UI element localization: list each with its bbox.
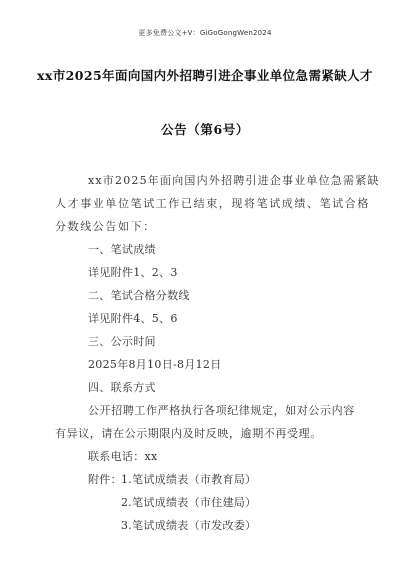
attachments-label: 附件： (88, 473, 122, 486)
section-2-body: 详见附件4、5、6 (88, 312, 178, 325)
document-title: xx市2025年面向国内外招聘引进企事业单位急需紧缺人才 (37, 68, 373, 83)
contact-line: 联系电话：xx (88, 450, 158, 463)
section-2-heading: 二、笔试合格分数线 (88, 289, 190, 302)
section-4-heading: 四、联系方式 (88, 381, 156, 394)
notice-line-2: 有异议，请在公示期限内及时反映，逾期不再受理。 (55, 427, 322, 440)
notice-line-1: 公开招聘工作严格执行各项纪律规定，如对公示内容 (88, 404, 355, 417)
intro-line-1: xx市2025年面向国内外招聘引进企事业单位急需紧缺 (88, 174, 380, 187)
attachment-item-2: 2.笔试成绩表（市住建局） (121, 496, 257, 509)
header-note: 更多免费公文+V：GiGoGongWen2024 (138, 29, 272, 37)
attachment-item-3: 3.笔试成绩表（市发改委） (121, 519, 257, 532)
section-1-body: 详见附件1、2、3 (88, 266, 178, 279)
section-3-body: 2025年8月10日-8月12日 (88, 358, 222, 371)
document-subtitle: 公告（第6号） (161, 122, 249, 137)
attachment-item-1: 1.笔试成绩表（市教育局） (121, 473, 257, 486)
intro-line-3: 分数线公告如下： (55, 220, 156, 233)
section-1-heading: 一、笔试成绩 (88, 243, 156, 256)
intro-line-2: 人才事业单位笔试工作已结束，现将笔试成绩、笔试合格 (55, 197, 370, 210)
section-3-heading: 三、公示时间 (88, 335, 156, 348)
